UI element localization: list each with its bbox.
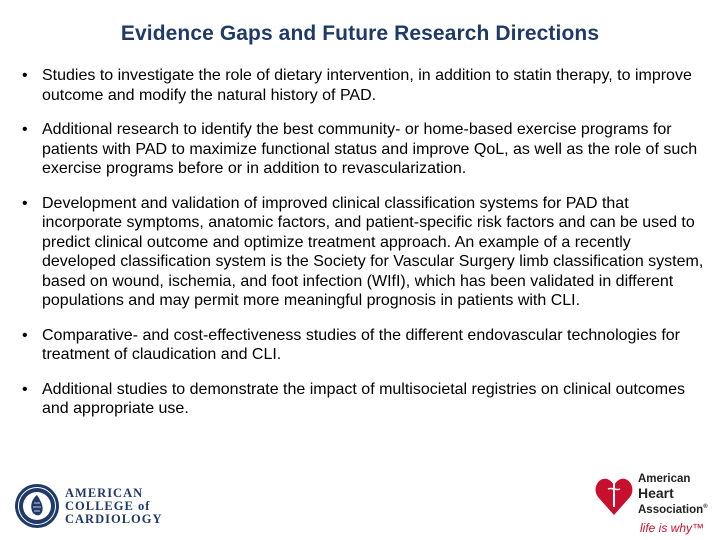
bullet-text: Additional research to identify the best community- or home-based exercise programs for patients with PAD to maximize functional status and improve QoL, as well as the role of such exercise programs before or in addition to revascularization. (42, 121, 698, 177)
aha-line-1: American (638, 473, 691, 485)
bullet-item (18, 120, 708, 179)
acc-seal-icon (14, 483, 60, 529)
aha-wordmark (638, 473, 708, 517)
bullet-marker: • (22, 67, 28, 84)
aha-line-2: Heart (638, 485, 674, 501)
acc-line-1: AMERICAN (65, 486, 144, 500)
bullet-marker: • (22, 194, 28, 212)
bullet-item (18, 380, 708, 419)
bullet-list (18, 66, 708, 434)
acc-line-3: CARDIOLOGY (65, 512, 163, 526)
acc-line-2: COLLEGE of (65, 499, 151, 513)
slide-title: Evidence Gaps and Future Research Directions (120, 22, 600, 45)
bullet-text: Comparative- and cost-effectiveness studies of the different endovascular technologies for treatment of claudication and CLI. (42, 326, 680, 363)
acc-wordmark (65, 487, 163, 526)
aha-tagline: life is why™ (640, 521, 705, 535)
aha-line-3 (638, 501, 708, 517)
bullet-marker: • (22, 380, 28, 398)
bullet-item (18, 66, 708, 105)
bullet-text: Development and validation of improved clinical classification systems for PAD that incorporate symptoms, anatomic factors, and patient-specific risk factors and can be used to predict clinical outcome and optimize treatment approach. An example of a recently developed classification system is the Society for Vascular Surgery limb classification system, based on wound, ischemia, and foot infection (WIfI), which has been validated in different populations and may permit more meaningful prognosis in patients with CLI. (42, 194, 704, 309)
aha-heart-torch-icon (594, 471, 634, 517)
aha-logo (594, 465, 712, 537)
bullet-marker: • (22, 121, 28, 138)
bullet-item (18, 194, 708, 311)
bullet-text: Additional studies to demonstrate the impact of multisocietal registries on clinical outcomes and appropriate use. (42, 380, 685, 417)
bullet-text: Studies to investigate the role of dietary intervention, in addition to statin therapy, to improve outcome and modify the natural history of PAD. (42, 67, 692, 104)
bullet-marker: • (22, 326, 28, 344)
aha-line-3-text: Association (638, 503, 704, 516)
aha-registered-mark: ® (703, 504, 708, 510)
acc-logo (14, 483, 164, 531)
bullet-item (18, 326, 708, 365)
